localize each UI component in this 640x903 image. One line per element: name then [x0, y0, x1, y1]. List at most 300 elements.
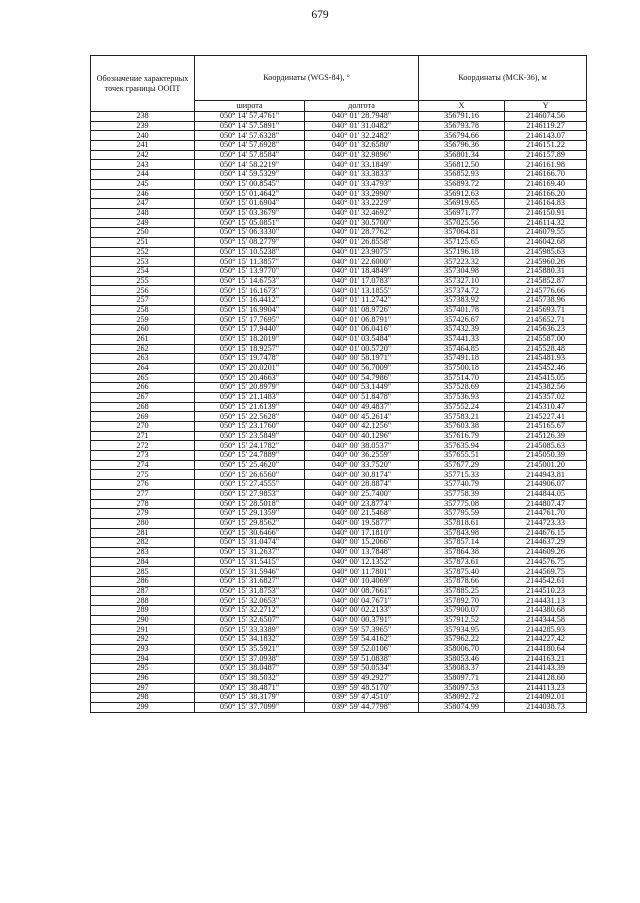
table-row — [91, 654, 587, 664]
table-row — [91, 208, 587, 218]
point-number-cell: 239 — [91, 121, 195, 131]
point-number-cell: 278 — [91, 499, 195, 509]
x-cell: 356801.34 — [419, 150, 505, 160]
x-cell: 357900.07 — [419, 606, 505, 616]
x-cell: 357304.98 — [419, 267, 505, 277]
point-number-cell: 243 — [91, 160, 195, 170]
x-cell: 357843.98 — [419, 528, 505, 538]
longitude-cell: 040° 00' 15.2066" — [305, 538, 419, 548]
latitude-cell: 050° 15' 14.6753" — [195, 276, 305, 286]
x-cell: 357677.29 — [419, 460, 505, 470]
x-cell: 357912.52 — [419, 615, 505, 625]
table-row — [91, 702, 587, 712]
point-number-cell: 280 — [91, 518, 195, 528]
longitude-cell: 040° 01' 23.9075" — [305, 247, 419, 257]
y-cell: 2145776.66 — [505, 286, 587, 296]
table-row — [91, 606, 587, 616]
x-cell: 356793.78 — [419, 121, 505, 131]
point-number-cell: 283 — [91, 547, 195, 557]
longitude-cell: 040° 01' 32.9896" — [305, 150, 419, 160]
y-cell: 2145001.20 — [505, 460, 587, 470]
latitude-cell: 050° 14' 57.6328" — [195, 131, 305, 141]
y-cell: 2146074.56 — [505, 112, 587, 122]
point-number-cell: 247 — [91, 199, 195, 209]
x-cell: 357892.70 — [419, 596, 505, 606]
y-cell: 2146079.55 — [505, 228, 587, 238]
table-row — [91, 557, 587, 567]
latitude-cell: 050° 15' 32.2712" — [195, 606, 305, 616]
point-number-cell: 289 — [91, 606, 195, 616]
point-number-cell: 273 — [91, 451, 195, 461]
latitude-cell: 050° 15' 27.9853" — [195, 489, 305, 499]
x-cell: 357025.56 — [419, 218, 505, 228]
y-cell: 2144128.60 — [505, 673, 587, 683]
header-row-main — [91, 56, 587, 101]
longitude-cell: 040° 01' 28.7762" — [305, 228, 419, 238]
latitude-cell: 050° 15' 38.3179" — [195, 693, 305, 703]
latitude-cell: 050° 14' 57.5891" — [195, 121, 305, 131]
longitude-cell: 039° 59' 54.4162" — [305, 635, 419, 645]
point-number-cell: 268 — [91, 402, 195, 412]
longitude-cell: 040° 00' 28.8874" — [305, 480, 419, 490]
y-cell: 2146143.07 — [505, 131, 587, 141]
y-cell: 2145652.71 — [505, 315, 587, 325]
longitude-cell: 040° 00' 56.7009" — [305, 363, 419, 373]
table-row — [91, 673, 587, 683]
x-cell: 356919.65 — [419, 199, 505, 209]
table-row — [91, 257, 587, 267]
y-cell: 2145985.63 — [505, 247, 587, 257]
longitude-cell: 040° 00' 11.7801" — [305, 567, 419, 577]
y-cell: 2144180.64 — [505, 644, 587, 654]
longitude-cell: 039° 59' 51.0838" — [305, 654, 419, 664]
longitude-cell: 040° 01' 31.0482" — [305, 121, 419, 131]
table-row — [91, 567, 587, 577]
y-cell: 2144380.68 — [505, 606, 587, 616]
x-cell: 356812.50 — [419, 160, 505, 170]
latitude-cell: 050° 15' 16.1673" — [195, 286, 305, 296]
longitude-cell: 040° 00' 38.0537" — [305, 441, 419, 451]
table-row — [91, 586, 587, 596]
point-number-cell: 238 — [91, 112, 195, 122]
point-number-cell: 256 — [91, 286, 195, 296]
longitude-cell: 040° 01' 33.2990" — [305, 189, 419, 199]
point-number-cell: 296 — [91, 673, 195, 683]
latitude-cell: 050° 15' 23.5849" — [195, 431, 305, 441]
point-number-cell: 277 — [91, 489, 195, 499]
latitude-cell: 050° 15' 11.3857" — [195, 257, 305, 267]
latitude-cell: 050° 15' 31.0474" — [195, 538, 305, 548]
header-y: Y — [505, 101, 587, 112]
longitude-cell: 040° 01' 17.0783" — [305, 276, 419, 286]
table-row — [91, 179, 587, 189]
point-number-cell: 281 — [91, 528, 195, 538]
table-row — [91, 528, 587, 538]
point-number-cell: 297 — [91, 683, 195, 693]
longitude-cell: 040° 00' 10.4069" — [305, 577, 419, 587]
y-cell: 2145528.48 — [505, 344, 587, 354]
latitude-cell: 050° 15' 17.9440" — [195, 325, 305, 335]
point-number-cell: 246 — [91, 189, 195, 199]
y-cell: 2144609.26 — [505, 547, 587, 557]
y-cell: 2144163.21 — [505, 654, 587, 664]
latitude-cell: 050° 14' 57.8584" — [195, 150, 305, 160]
point-number-cell: 265 — [91, 373, 195, 383]
point-number-cell: 274 — [91, 460, 195, 470]
latitude-cell: 050° 15' 16.4412" — [195, 296, 305, 306]
y-cell: 2146164.83 — [505, 199, 587, 209]
longitude-cell: 040° 00' 17.1810" — [305, 528, 419, 538]
table-row — [91, 218, 587, 228]
longitude-cell: 040° 01' 33.3833" — [305, 170, 419, 180]
latitude-cell: 050° 15' 10.5238" — [195, 247, 305, 257]
y-cell: 2144723.33 — [505, 518, 587, 528]
latitude-cell: 050° 14' 57.4761" — [195, 112, 305, 122]
x-cell: 357715.33 — [419, 470, 505, 480]
y-cell: 2144143.39 — [505, 664, 587, 674]
latitude-cell: 050° 15' 19.7478" — [195, 354, 305, 364]
latitude-cell: 050° 15' 33.3389" — [195, 625, 305, 635]
longitude-cell: 039° 59' 44.7798" — [305, 702, 419, 712]
longitude-cell: 040° 00' 53.1449" — [305, 383, 419, 393]
point-number-cell: 290 — [91, 615, 195, 625]
longitude-cell: 040° 00' 04.7671" — [305, 596, 419, 606]
table-row — [91, 470, 587, 480]
y-cell: 2146119.27 — [505, 121, 587, 131]
table-row — [91, 363, 587, 373]
table-row — [91, 489, 587, 499]
x-cell: 358053.46 — [419, 654, 505, 664]
longitude-cell: 040° 01' 18.4849" — [305, 267, 419, 277]
x-cell: 357432.39 — [419, 325, 505, 335]
longitude-cell: 040° 01' 32.2482" — [305, 131, 419, 141]
longitude-cell: 040° 00' 51.8478" — [305, 392, 419, 402]
latitude-cell: 050° 15' 05.0851" — [195, 218, 305, 228]
coordinates-table — [90, 55, 587, 713]
point-number-cell: 293 — [91, 644, 195, 654]
latitude-cell: 050° 15' 34.1832" — [195, 635, 305, 645]
table-row — [91, 625, 587, 635]
table-row — [91, 518, 587, 528]
point-number-cell: 271 — [91, 431, 195, 441]
x-cell: 357775.08 — [419, 499, 505, 509]
header-latitude: широта — [195, 101, 305, 112]
x-cell: 358092.72 — [419, 693, 505, 703]
y-cell: 2144844.05 — [505, 489, 587, 499]
latitude-cell: 050° 15' 03.3679" — [195, 208, 305, 218]
x-cell: 357552.24 — [419, 402, 505, 412]
latitude-cell: 050° 15' 29.8562" — [195, 518, 305, 528]
longitude-cell: 040° 00' 23.8774" — [305, 499, 419, 509]
x-cell: 357464.85 — [419, 344, 505, 354]
longitude-cell: 040° 00' 25.7400" — [305, 489, 419, 499]
x-cell: 357864.38 — [419, 547, 505, 557]
latitude-cell: 050° 15' 31.5946" — [195, 567, 305, 577]
latitude-cell: 050° 15' 21.6139" — [195, 402, 305, 412]
header-x: X — [419, 101, 505, 112]
latitude-cell: 050° 15' 28.5018" — [195, 499, 305, 509]
y-cell: 2146166.70 — [505, 170, 587, 180]
x-cell: 357878.66 — [419, 577, 505, 587]
x-cell: 357655.51 — [419, 451, 505, 461]
latitude-cell: 050° 15' 01.6904" — [195, 199, 305, 209]
x-cell: 357616.79 — [419, 431, 505, 441]
y-cell: 2144576.75 — [505, 557, 587, 567]
x-cell: 357500.18 — [419, 363, 505, 373]
latitude-cell: 050° 15' 23.1760" — [195, 422, 305, 432]
longitude-cell: 040° 00' 21.5468" — [305, 509, 419, 519]
x-cell: 357635.94 — [419, 441, 505, 451]
longitude-cell: 040° 00' 54.7986" — [305, 373, 419, 383]
longitude-cell: 040° 00' 13.7848" — [305, 547, 419, 557]
x-cell: 357934.95 — [419, 625, 505, 635]
point-number-cell: 244 — [91, 170, 195, 180]
longitude-cell: 040° 01' 28.7948" — [305, 112, 419, 122]
table-row — [91, 402, 587, 412]
point-number-cell: 261 — [91, 334, 195, 344]
latitude-cell: 050° 15' 17.7695" — [195, 315, 305, 325]
table-row — [91, 664, 587, 674]
table-row — [91, 296, 587, 306]
longitude-cell: 040° 00' 58.1971" — [305, 354, 419, 364]
x-cell: 357740.79 — [419, 480, 505, 490]
latitude-cell: 050° 15' 18.9257" — [195, 344, 305, 354]
longitude-cell: 039° 59' 49.2927" — [305, 673, 419, 683]
longitude-cell: 040° 00' 19.5877" — [305, 518, 419, 528]
point-number-cell: 287 — [91, 586, 195, 596]
x-cell: 357064.81 — [419, 228, 505, 238]
latitude-cell: 050° 15' 38.5032" — [195, 673, 305, 683]
latitude-cell: 050° 14' 58.2219" — [195, 160, 305, 170]
latitude-cell: 050° 15' 31.5415" — [195, 557, 305, 567]
table-row — [91, 334, 587, 344]
table-row — [91, 422, 587, 432]
x-cell: 357885.25 — [419, 586, 505, 596]
y-cell: 2145126.39 — [505, 431, 587, 441]
point-number-cell: 299 — [91, 702, 195, 712]
latitude-cell: 050° 15' 13.9770" — [195, 267, 305, 277]
latitude-cell: 050° 15' 24.1782" — [195, 441, 305, 451]
longitude-cell: 040° 01' 00.5720" — [305, 344, 419, 354]
latitude-cell: 050° 15' 30.6466" — [195, 528, 305, 538]
x-cell: 357401.78 — [419, 305, 505, 315]
x-cell: 356852.93 — [419, 170, 505, 180]
y-cell: 2146114.32 — [505, 218, 587, 228]
y-cell: 2145636.23 — [505, 325, 587, 335]
latitude-cell: 050° 15' 20.8979" — [195, 383, 305, 393]
latitude-cell: 050° 15' 18.2019" — [195, 334, 305, 344]
point-number-cell: 252 — [91, 247, 195, 257]
table-row — [91, 150, 587, 160]
y-cell: 2146151.22 — [505, 141, 587, 151]
y-cell: 2146157.89 — [505, 150, 587, 160]
table-row — [91, 499, 587, 509]
y-cell: 2145452.46 — [505, 363, 587, 373]
table-row — [91, 547, 587, 557]
y-cell: 2145050.39 — [505, 451, 587, 461]
table-row — [91, 441, 587, 451]
table-row — [91, 267, 587, 277]
y-cell: 2144637.29 — [505, 538, 587, 548]
x-cell: 357374.72 — [419, 286, 505, 296]
longitude-cell: 040° 01' 03.5484" — [305, 334, 419, 344]
table-row — [91, 189, 587, 199]
y-cell: 2144761.70 — [505, 509, 587, 519]
longitude-cell: 040° 00' 36.2559" — [305, 451, 419, 461]
y-cell: 2145382.56 — [505, 383, 587, 393]
table-row — [91, 596, 587, 606]
longitude-cell: 040° 01' 33.4793" — [305, 179, 419, 189]
point-number-cell: 294 — [91, 654, 195, 664]
page-number: 679 — [311, 9, 329, 21]
y-cell: 2144542.61 — [505, 577, 587, 587]
longitude-cell: 039° 59' 57.3965" — [305, 625, 419, 635]
point-number-cell: 298 — [91, 693, 195, 703]
longitude-cell: 040° 00' 08.7661" — [305, 586, 419, 596]
longitude-cell: 040° 01' 26.8558" — [305, 237, 419, 247]
y-cell: 2146169.40 — [505, 179, 587, 189]
latitude-cell: 050° 15' 27.4555" — [195, 480, 305, 490]
latitude-cell: 050° 15' 16.9904" — [195, 305, 305, 315]
longitude-cell: 039° 59' 48.5170" — [305, 683, 419, 693]
longitude-cell: 040° 01' 06.0416" — [305, 325, 419, 335]
point-number-cell: 264 — [91, 363, 195, 373]
latitude-cell: 050° 15' 35.5921" — [195, 644, 305, 654]
table-row — [91, 170, 587, 180]
point-number-cell: 276 — [91, 480, 195, 490]
latitude-cell: 050° 15' 26.6560" — [195, 470, 305, 480]
y-cell: 2144906.07 — [505, 480, 587, 490]
point-number-cell: 262 — [91, 344, 195, 354]
point-number-cell: 270 — [91, 422, 195, 432]
latitude-cell: 050° 15' 37.7099" — [195, 702, 305, 712]
y-cell: 2144807.47 — [505, 499, 587, 509]
longitude-cell: 040° 01' 32.4692" — [305, 208, 419, 218]
point-number-cell: 253 — [91, 257, 195, 267]
table-row — [91, 276, 587, 286]
longitude-cell: 040° 00' 00.3791" — [305, 615, 419, 625]
x-cell: 357426.67 — [419, 315, 505, 325]
table-row — [91, 538, 587, 548]
y-cell: 2144676.15 — [505, 528, 587, 538]
y-cell: 2144092.01 — [505, 693, 587, 703]
y-cell: 2146042.68 — [505, 237, 587, 247]
y-cell: 2146150.91 — [505, 208, 587, 218]
point-number-cell: 254 — [91, 267, 195, 277]
y-cell: 2145227.41 — [505, 412, 587, 422]
point-number-cell: 285 — [91, 567, 195, 577]
x-cell: 357491.18 — [419, 354, 505, 364]
longitude-cell: 040° 00' 42.1256" — [305, 422, 419, 432]
longitude-cell: 040° 00' 02.2133" — [305, 606, 419, 616]
y-cell: 2145415.05 — [505, 373, 587, 383]
point-number-cell: 257 — [91, 296, 195, 306]
table-row — [91, 112, 587, 122]
table-row — [91, 383, 587, 393]
x-cell: 357583.21 — [419, 412, 505, 422]
table-row — [91, 131, 587, 141]
table-row — [91, 237, 587, 247]
x-cell: 357223.32 — [419, 257, 505, 267]
point-number-cell: 255 — [91, 276, 195, 286]
latitude-cell: 050° 15' 38.4871" — [195, 683, 305, 693]
x-cell: 356796.36 — [419, 141, 505, 151]
longitude-cell: 040° 01' 06.8791" — [305, 315, 419, 325]
y-cell: 2145880.31 — [505, 267, 587, 277]
x-cell: 357603.38 — [419, 422, 505, 432]
longitude-cell: 039° 59' 47.4510" — [305, 693, 419, 703]
x-cell: 357873.61 — [419, 557, 505, 567]
latitude-cell: 050° 15' 22.5628" — [195, 412, 305, 422]
point-number-cell: 269 — [91, 412, 195, 422]
x-cell: 356794.66 — [419, 131, 505, 141]
table-row — [91, 354, 587, 364]
point-number-cell: 263 — [91, 354, 195, 364]
latitude-cell: 050° 15' 00.8545" — [195, 179, 305, 189]
y-cell: 2145165.67 — [505, 422, 587, 432]
x-cell: 357818.61 — [419, 518, 505, 528]
latitude-cell: 050° 15' 29.1359" — [195, 509, 305, 519]
point-number-cell: 242 — [91, 150, 195, 160]
point-number-cell: 279 — [91, 509, 195, 519]
x-cell: 356893.72 — [419, 179, 505, 189]
table-row — [91, 305, 587, 315]
header-wgs84: Координаты (WGS-84), ° — [195, 56, 419, 101]
longitude-cell: 040° 01' 33.1849" — [305, 160, 419, 170]
table-row — [91, 228, 587, 238]
longitude-cell: 040° 01' 13.1855" — [305, 286, 419, 296]
point-number-cell: 266 — [91, 383, 195, 393]
latitude-cell: 050° 15' 06.3330" — [195, 228, 305, 238]
x-cell: 358097.53 — [419, 683, 505, 693]
point-number-cell: 251 — [91, 237, 195, 247]
header-longitude: долгота — [305, 101, 419, 112]
table-row — [91, 635, 587, 645]
table-row — [91, 644, 587, 654]
x-cell: 356791.16 — [419, 112, 505, 122]
point-number-cell: 292 — [91, 635, 195, 645]
longitude-cell: 040° 01' 11.2742" — [305, 296, 419, 306]
y-cell: 2144569.75 — [505, 567, 587, 577]
x-cell: 357383.92 — [419, 296, 505, 306]
point-number-cell: 272 — [91, 441, 195, 451]
x-cell: 358006.70 — [419, 644, 505, 654]
table-row — [91, 373, 587, 383]
latitude-cell: 050° 15' 20.0201" — [195, 363, 305, 373]
x-cell: 357857.14 — [419, 538, 505, 548]
table-row — [91, 141, 587, 151]
table-row — [91, 431, 587, 441]
latitude-cell: 050° 15' 24.7889" — [195, 451, 305, 461]
y-cell: 2145738.96 — [505, 296, 587, 306]
latitude-cell: 050° 15' 32.0653" — [195, 596, 305, 606]
point-number-cell: 250 — [91, 228, 195, 238]
y-cell: 2144038.73 — [505, 702, 587, 712]
table-row — [91, 344, 587, 354]
y-cell: 2144431.13 — [505, 596, 587, 606]
x-cell: 357125.65 — [419, 237, 505, 247]
x-cell: 357875.40 — [419, 567, 505, 577]
table-row — [91, 509, 587, 519]
x-cell: 357196.18 — [419, 247, 505, 257]
x-cell: 357536.93 — [419, 392, 505, 402]
point-number-cell: 275 — [91, 470, 195, 480]
table-row — [91, 577, 587, 587]
latitude-cell: 050° 15' 38.0487" — [195, 664, 305, 674]
y-cell: 2144510.23 — [505, 586, 587, 596]
table-row — [91, 392, 587, 402]
y-cell: 2145085.63 — [505, 441, 587, 451]
